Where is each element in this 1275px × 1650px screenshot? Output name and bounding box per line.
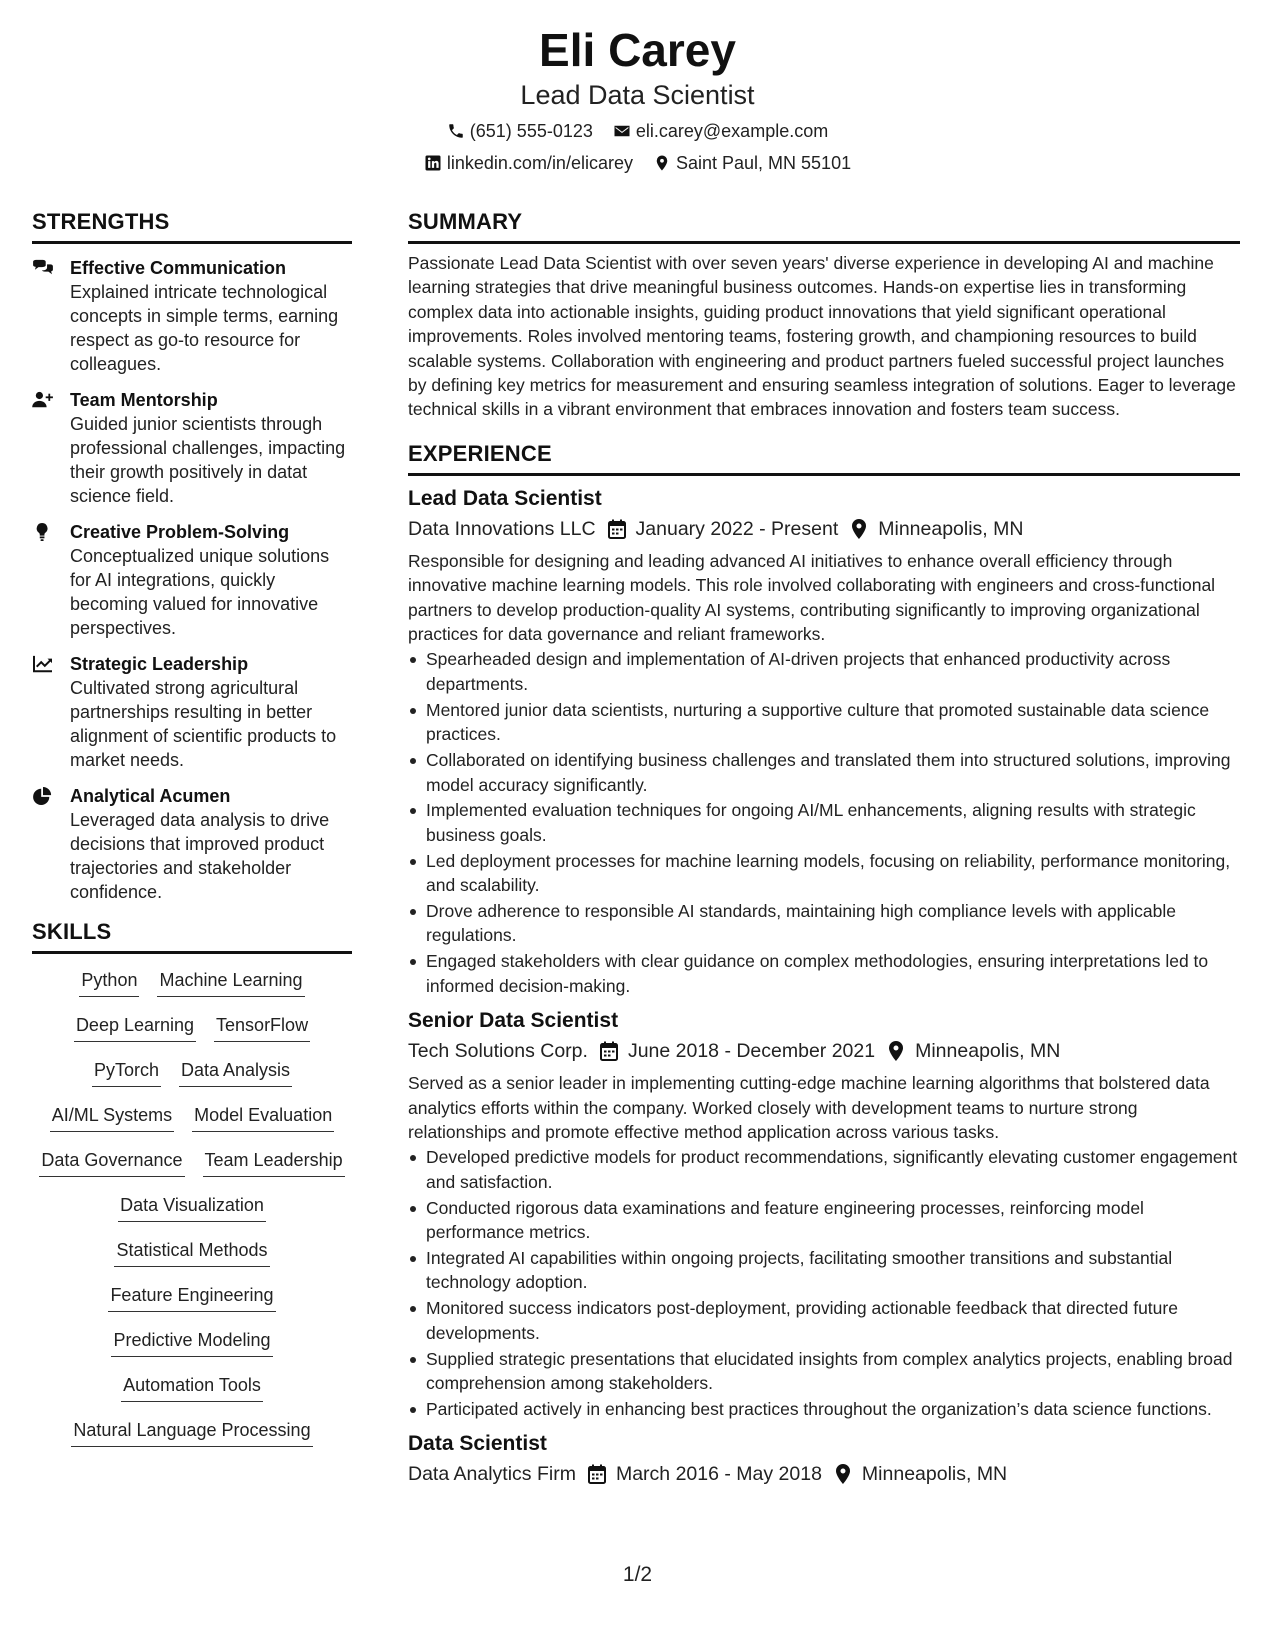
lightbulb-icon [32,520,70,640]
email-contact[interactable] [613,119,828,143]
strength-description: Explained intricate technological concepts in simple terms, earning respect as go-to resource for colleagues. [70,282,339,374]
job-title: Data Scientist [408,1432,547,1456]
calendar-icon [588,1464,606,1484]
skill-row [32,1193,352,1238]
strength-title: Analytical Acumen [70,786,231,806]
bullet-item: Participated actively in enhancing best practices throughout the organization’s data science functions. [408,1397,1240,1421]
job-title: Lead Data Scientist [408,486,602,510]
bullet-item: Conducted rigorous data examinations and feature engineering processes, reinforcing model performance metrics. [408,1196,1240,1245]
job-meta [408,515,1240,543]
linkedin-contact[interactable] [424,151,633,175]
email-text: eli.carey@example.com [635,121,829,141]
strengths-heading: STRENGTHS [32,208,352,244]
skill-tag: Predictive Modeling [111,1328,272,1357]
job-meta [408,1037,1240,1065]
job-bullets [408,647,1240,998]
skill-tag: Data Analysis [179,1058,292,1087]
bullet-item: Collaborated on identifying business challenges and translated them into structured solutions, improving model accuracy significantly. [408,748,1240,797]
job-entry [408,485,1240,998]
skill-tag: Statistical Methods [114,1238,269,1267]
job-title: Senior Data Scientist [408,1009,619,1033]
skill-row [32,1418,352,1463]
line-chart-icon [32,652,70,772]
job-description: Responsible for designing and leading advanced AI initiatives to enhance overall efficiency through innovative machine learning models. This role involved collaborating with engineers and cross-functional partners to develop production-quality AI systems, contributing significantly to improving organizational practices for data governance and reliant frameworks. [408,550,1216,645]
strength-description: Cultivated strong agricultural partnerships resulting in better alignment of scientific products to market needs. [70,678,337,770]
summary-heading: SUMMARY [408,208,1240,244]
strength-description: Conceptualized unique solutions for AI integrations, quickly becoming valued for innovative perspectives. [70,546,330,638]
bullet-item: Mentored junior data scientists, nurturing a supportive culture that promoted sustainable data science practices. [408,698,1240,747]
skill-row [32,1103,352,1148]
job-location: Minneapolis, MN [915,1040,1061,1063]
skill-tag: Deep Learning [74,1013,196,1042]
skill-row [32,1283,352,1328]
skill-row [32,968,352,1013]
strength-description: Guided junior scientists through professional challenges, impacting their growth positively in datat science field. [70,414,346,506]
skills-list [32,968,352,1463]
skill-row [32,1058,352,1103]
job-location: Minneapolis, MN [861,1463,1008,1486]
job-dates: March 2016 - May 2018 [615,1463,822,1486]
experience-section [408,440,1240,1489]
strength-item [32,652,352,772]
job-description: Served as a senior leader in implementing cutting-edge machine learning algorithms that bolstered data analytics efforts within the company. Worked closely with development teams to nurture strong relationships and promote effective method application across various tasks. [408,1073,1210,1142]
candidate-name: Eli Carey [539,24,736,76]
phone-contact [447,119,593,143]
contact-row-1 [0,119,1275,143]
bullet-item: Drove adherence to responsible AI standards, maintaining high compliance levels with applicable regulations. [408,899,1240,948]
skill-row [32,1013,352,1058]
location-contact [653,151,851,175]
skill-tag: Team Leadership [203,1148,345,1177]
skills-section [32,918,352,1463]
job-meta [408,1460,1240,1488]
job-dates: June 2018 - December 2021 [627,1040,876,1063]
strength-item [32,256,352,376]
candidate-role: Lead Data Scientist [520,80,755,110]
job-entry [408,1007,1240,1421]
strength-description: Leveraged data analysis to drive decisions that improved product trajectories and stakeholder confidence. [70,810,330,902]
bullet-item: Monitored success indicators post-deployment, providing actionable feedback that directed future developments. [408,1296,1240,1345]
contact-row-2 [0,151,1275,175]
skill-row [32,1238,352,1283]
job-company: Data Analytics Firm [408,1463,576,1486]
strengths-list [32,256,352,904]
user-plus-icon [32,388,70,508]
job-company: Data Innovations LLC [408,517,596,540]
bullet-item: Developed predictive models for product recommendations, significantly elevating customer engagement and satisfaction. [408,1145,1240,1194]
experience-heading: EXPERIENCE [408,440,1240,476]
pie-chart-icon [32,784,70,904]
skill-tag: PyTorch [92,1058,161,1087]
bullet-item: Integrated AI capabilities within ongoing projects, facilitating smoother transitions and substantial technology adoption. [408,1246,1240,1295]
calendar-icon [608,519,626,539]
chat-bubbles-icon [32,256,70,376]
skill-tag: Data Governance [39,1148,184,1177]
linkedin-text: linkedin.com/in/elicarey [446,153,633,173]
phone-icon [447,122,465,140]
location-text: Saint Paul, MN 55101 [675,153,852,173]
strength-title: Strategic Leadership [70,654,249,674]
skill-row [32,1373,352,1418]
bullet-item: Led deployment processes for machine learning models, focusing on reliability, performance monitoring, and scalability. [408,849,1240,898]
strength-title: Team Mentorship [70,390,218,410]
page-number: 1/2 [622,1563,653,1586]
calendar-icon [600,1041,618,1061]
job-location: Minneapolis, MN [878,517,1024,540]
skill-tag: Feature Engineering [108,1283,275,1312]
right-column [408,208,1240,1488]
bullet-item: Implemented evaluation techniques for ongoing AI/ML enhancements, aligning results with strategic business goals. [408,798,1240,847]
left-column [32,208,352,1463]
resume-header [0,22,1275,175]
map-pin-icon [653,154,671,172]
skill-tag: Model Evaluation [192,1103,334,1132]
strength-title: Creative Problem-Solving [70,522,290,542]
bullet-item: Supplied strategic presentations that elucidated insights from complex analytics projects, enabling broad comprehension among stakeholders. [408,1347,1240,1396]
bullet-item: Spearheaded design and implementation of AI-driven projects that enhanced productivity across departments. [408,647,1240,696]
skill-tag: Machine Learning [157,968,304,997]
skills-heading: SKILLS [32,918,352,954]
strength-item [32,520,352,640]
skill-tag: Data Visualization [118,1193,266,1222]
skill-tag: Automation Tools [121,1373,263,1402]
map-pin-icon [834,1464,852,1484]
skill-tag: AI/ML Systems [50,1103,174,1132]
envelope-icon [613,122,631,140]
summary-text: Passionate Lead Data Scientist with over seven years' diverse experience in developing AI and machine learning strategies that drive meaningful business outcomes. Hands-on expertise lies in transforming complex data into actionable insights, guiding product innovations that yield significant operational improvements. Roles involved mentoring teams, fostering growth, and championing resources to build scalable systems. Collaboration with engineering and product partners fueled successful project launches by defining key metrics for measurement and ensuring seamless integration of solutions. Eager to leverage technical skills in a vibrant environment that embraces innovation and fosters team success. [408,253,1236,420]
job-entry [408,1430,1240,1488]
job-dates: January 2022 - Present [635,517,839,540]
job-company: Tech Solutions Corp. [408,1040,588,1063]
strength-title: Effective Communication [70,258,287,278]
map-pin-icon [850,519,868,539]
skill-tag: Python [79,968,139,997]
skill-row [32,1148,352,1193]
strength-item [32,784,352,904]
job-bullets [408,1145,1240,1421]
bullet-item: Engaged stakeholders with clear guidance on complex methodologies, ensuring interpretations led to informed decision-making. [408,949,1240,998]
map-pin-icon [887,1041,905,1061]
skill-tag: Natural Language Processing [71,1418,312,1447]
phone-text: (651) 555-0123 [469,121,593,141]
linkedin-icon [424,154,442,172]
skill-row [32,1328,352,1373]
strength-item [32,388,352,508]
skill-tag: TensorFlow [214,1013,310,1042]
